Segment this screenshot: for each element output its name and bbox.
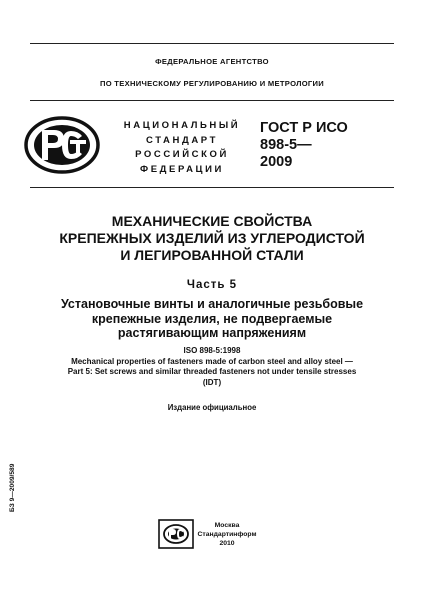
- gost-line: ГОСТ Р ИСО: [260, 120, 348, 136]
- national-line: СТАНДАРТ: [146, 134, 218, 146]
- document-subtitle: [20, 297, 404, 341]
- iso-line: Mechanical properties of fasteners made of carbon steel and alloy steel —: [71, 356, 353, 366]
- national-standard-label: [118, 119, 246, 177]
- gost-line: 2009: [260, 154, 293, 170]
- publisher-info: [196, 521, 258, 548]
- subtitle-line: крепежные изделия, не подвергаемые: [91, 311, 333, 326]
- national-line: ФЕДЕРАЦИИ: [140, 163, 224, 175]
- gost-number: [260, 120, 400, 171]
- agency-line-1: ФЕДЕРАЛЬНОЕ АГЕНТСТВО: [155, 57, 269, 66]
- title-line: И ЛЕГИРОВАННОЙ СТАЛИ: [120, 247, 304, 263]
- top-rule: [30, 43, 394, 44]
- iso-line: Part 5: Set screws and similar threaded fasteners not under tensile stresses: [67, 367, 357, 376]
- subtitle-line: растягивающим напряжениям: [117, 326, 307, 340]
- iso-reference: [20, 346, 404, 388]
- gost-r-logo: [24, 116, 100, 174]
- part-number: Часть 5: [186, 279, 238, 291]
- standartinform-logo: [158, 519, 194, 549]
- document-title: [30, 213, 394, 264]
- publisher-name: Стандартинформ: [197, 531, 257, 538]
- iso-number: ISO 898-5:1998: [183, 346, 241, 355]
- iso-line: (IDT): [202, 377, 222, 387]
- side-code: БЗ 9—2009/589: [9, 463, 16, 512]
- national-line: НАЦИОНАЛЬНЫЙ: [123, 120, 241, 131]
- subtitle-line: Установочные винты и аналогичные резьбовые: [60, 297, 364, 311]
- publisher-year: 2010: [219, 540, 235, 547]
- title-line: МЕХАНИЧЕСКИЕ СВОЙСТВА: [111, 213, 313, 229]
- agency-line-2: ПО ТЕХНИЧЕСКОМУ РЕГУЛИРОВАНИЮ И МЕТРОЛОГИИ: [99, 79, 325, 88]
- publisher-city: Москва: [214, 522, 240, 529]
- standard-rule: [30, 187, 394, 188]
- header-rule: [30, 100, 394, 101]
- gost-line: 898-5—: [260, 137, 312, 153]
- title-line: КРЕПЕЖНЫХ ИЗДЕЛИЙ ИЗ УГЛЕРОДИСТОЙ: [59, 230, 365, 246]
- national-line: РОССИЙСКОЙ: [135, 149, 229, 160]
- official-edition-label: Издание официальное: [167, 403, 257, 412]
